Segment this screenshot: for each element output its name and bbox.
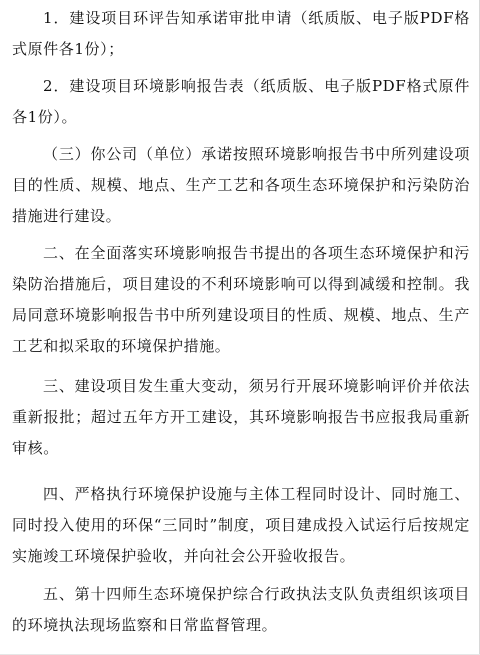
paragraph-section-3: 三、建设项目发生重大变动，须另行开展环境影响评价并依法重新报批；超过五年方开工建设，其环境影响报告书应报我局重新审核。 bbox=[12, 377, 470, 457]
paragraph-materials-item-1: 1．建设项目环评告知承诺审批申请（纸质版、电子版PDF格式原件各1份）； bbox=[12, 9, 470, 58]
paragraph-section-4: 四、严格执行环境保护设施与主体工程同时设计、同时施工、同时投入使用的环保“三同时”制度，项目建成投入试运行后按规定实施竣工环境保护验收，并向社会公开验收报告。 bbox=[12, 485, 470, 565]
paragraph-section-2: 二、在全面落实环境影响报告书提出的各项生态环境保护和污染防治措施后，项目建设的不利环境影响可以得到减缓和控制。我局同意环境影响报告书中所列建设项目的性质、规模、地点、生产工艺和拟采取的环境保护措施。 bbox=[12, 244, 470, 355]
paragraph-materials-item-2: 2．建设项目环境影响报告表（纸质版、电子版PDF格式原件各1份）。 bbox=[12, 77, 470, 126]
paragraph-commitment: （三）你公司（单位）承诺按照环境影响报告书中所列建设项目的性质、规模、地点、生产工艺和各项生态环境保护和污染防治措施进行建设。 bbox=[12, 145, 470, 225]
paragraph-section-5: 五、第十四师生态环境保护综合行政执法支队负责组织该项目的环境执法现场监察和日常监督管理。 bbox=[12, 585, 470, 634]
